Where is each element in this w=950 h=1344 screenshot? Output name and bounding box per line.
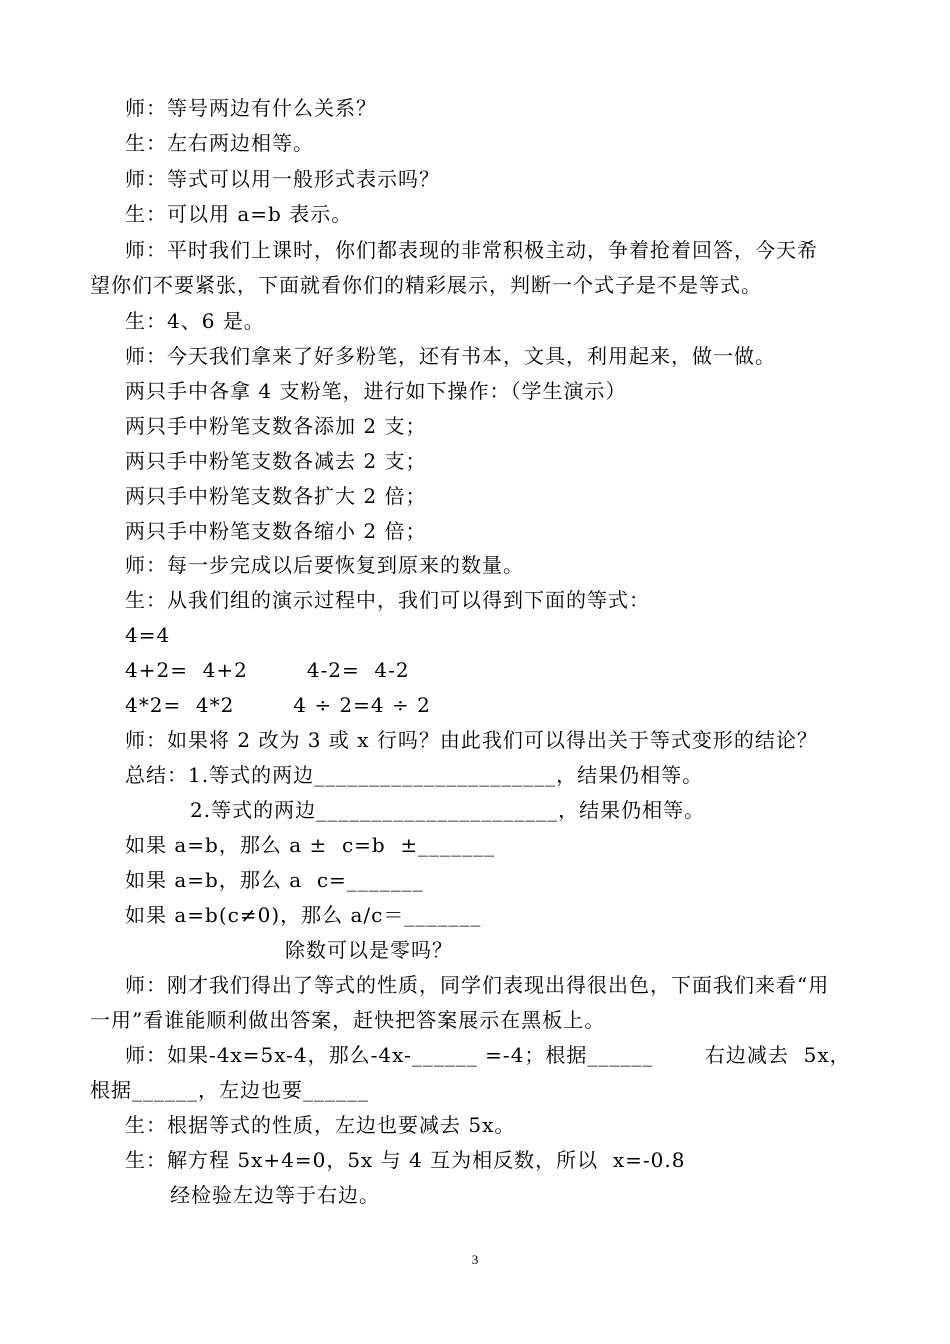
text-line-6: 望你们不要紧张，下面就看你们的精彩展示，判断一个式子是不是等式。 — [90, 273, 762, 297]
text-line-10: 两只手中粉笔支数各添加 2 支； — [125, 414, 427, 438]
text-line-14: 师：每一步完成以后要恢复到原来的数量。 — [125, 553, 524, 577]
text-line-26: 师：刚才我们得出了等式的性质，同学们表现出得很出色，下面我们来看“用 — [125, 973, 830, 997]
text-line-19: 师：如果将 2 改为 3 或 x 行吗？由此我们可以得出关于等式变形的结论？ — [125, 728, 818, 752]
equation-line-3: 4*2= 4*2 4 ÷ 2=4 ÷ 2 — [125, 693, 431, 717]
equation-line-1: 4=4 — [125, 623, 171, 647]
text-line-3: 师：等式可以用一般形式表示吗？ — [125, 167, 440, 191]
text-line-1: 师：等号两边有什么关系？ — [125, 96, 377, 120]
text-line-28: 师：如果-4x=5x-4，那么-4x-______ =-4；根据______ 右边减去 5x， — [125, 1043, 851, 1067]
text-line-29: 根据______，左边也要______ — [90, 1078, 369, 1102]
text-line-2: 生：左右两边相等。 — [125, 131, 314, 155]
page-number: 3 — [471, 1252, 479, 1267]
text-line-13: 两只手中粉笔支数各缩小 2 倍； — [125, 519, 427, 543]
text-line-30: 生：根据等式的性质，左边也要减去 5x。 — [125, 1113, 516, 1137]
property-line-2: 如果 a=b，那么 a c=_______ — [125, 868, 424, 892]
text-line-9: 两只手中各拿 4 支粉笔，进行如下操作：（学生演示） — [125, 379, 627, 403]
property-line-1: 如果 a=b，那么 a ± c=b ±_______ — [125, 833, 496, 857]
text-line-32: 经检验左边等于右边。 — [170, 1183, 380, 1207]
text-line-12: 两只手中粉笔支数各扩大 2 倍； — [125, 484, 427, 508]
property-line-3: 如果 a=b(c≠0)，那么 a/c＝_______ — [125, 903, 482, 927]
text-line-11: 两只手中粉笔支数各减去 2 支； — [125, 449, 427, 473]
text-line-31: 生：解方程 5x+4=0，5x 与 4 互为相反数，所以 x=-0.8 — [125, 1148, 686, 1172]
question-line: 除数可以是零吗？ — [285, 938, 453, 962]
equation-line-2: 4+2= 4+2 4-2= 4-2 — [125, 658, 410, 682]
text-line-7: 生：4、6 是。 — [125, 309, 265, 333]
text-line-5: 师：平时我们上课时，你们都表现的非常积极主动，争着抢着回答，今天希 — [125, 238, 818, 262]
text-line-15: 生：从我们组的演示过程中，我们可以得到下面的等式： — [125, 588, 650, 612]
text-line-4: 生：可以用 a=b 表示。 — [125, 202, 353, 226]
text-line-27: 一用”看谁能顺利做出答案，赶快把答案展示在黑板上。 — [90, 1008, 606, 1032]
summary-line-2: 2.等式的两边______________________，结果仍相等。 — [190, 798, 706, 822]
text-line-8: 师：今天我们拿来了好多粉笔，还有书本，文具，利用起来，做一做。 — [125, 344, 776, 368]
summary-line-1: 总结：1.等式的两边______________________，结果仍相等。 — [125, 763, 704, 787]
